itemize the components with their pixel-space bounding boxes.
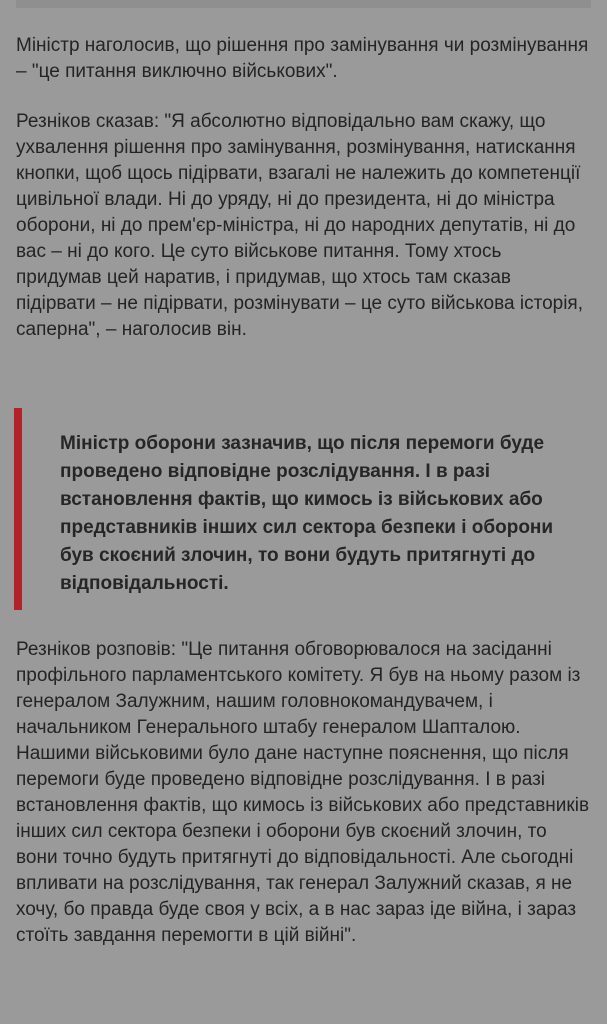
quote-accent-bar: [14, 408, 22, 610]
cut-off-next-line: [16, 1014, 591, 1024]
quote-text: Міністр оборони зазначив, що після перемоги буде проведено відповідне розслідування. І в разі встановлення фактів, що кимось із військових або представників інших сил сектора безпеки і оборони був скоєний злочин, то вони будуть притягнуті до відповідальності.: [60, 433, 554, 594]
article-paragraph-3: Резніков розповів: "Це питання обговорювалося на засіданні профільного парламентського комітету. Я був на ньому разом із генералом Залужним, нашим головнокомандувачем, і начальником Генерального штабу генералом Шапталою. Нашими військовими було дане наступне пояснення, що після перемоги буде проведено відповідне розслідування. І в разі встановлення фактів, що кимось із військових або представників інших сил сектора безпеки і оборони був скоєний злочин, то вони точно будуть притягнуті до відповідальності. Але сьогодні впливати на розслідування, так генерал Залужний сказав, я не хочу, бо правда буде своя у всіх, а в нас зараз іде війна, і зараз стоїть завдання перемогти в цій війні".: [16, 639, 590, 946]
blockquote: [14, 408, 591, 610]
top-divider-bar: [16, 0, 591, 8]
article-paragraph-1: Міністр наголосив, що рішення про замінування чи розмінування – "це питання виключно військових".: [16, 35, 589, 82]
article-paragraph-2: Резніков сказав: "Я абсолютно відповідально вам скажу, що ухвалення рішення про замінування, розмінування, натискання кнопки, щоб щось підірвати, взагалі не належить до компетенції цивільної влади. Ні до уряду, ні до президента, ні до міністра оборони, ні до прем'єр-міністра, ні до народних депутатів, ні до вас – ні до кого. Це суто військове питання. Тому хтось придумав цей наратив, і придумав, що хтось там сказав підірвати – не підірвати, розмінувати – це суто військова історія, саперна", – наголосив він.: [16, 111, 583, 340]
